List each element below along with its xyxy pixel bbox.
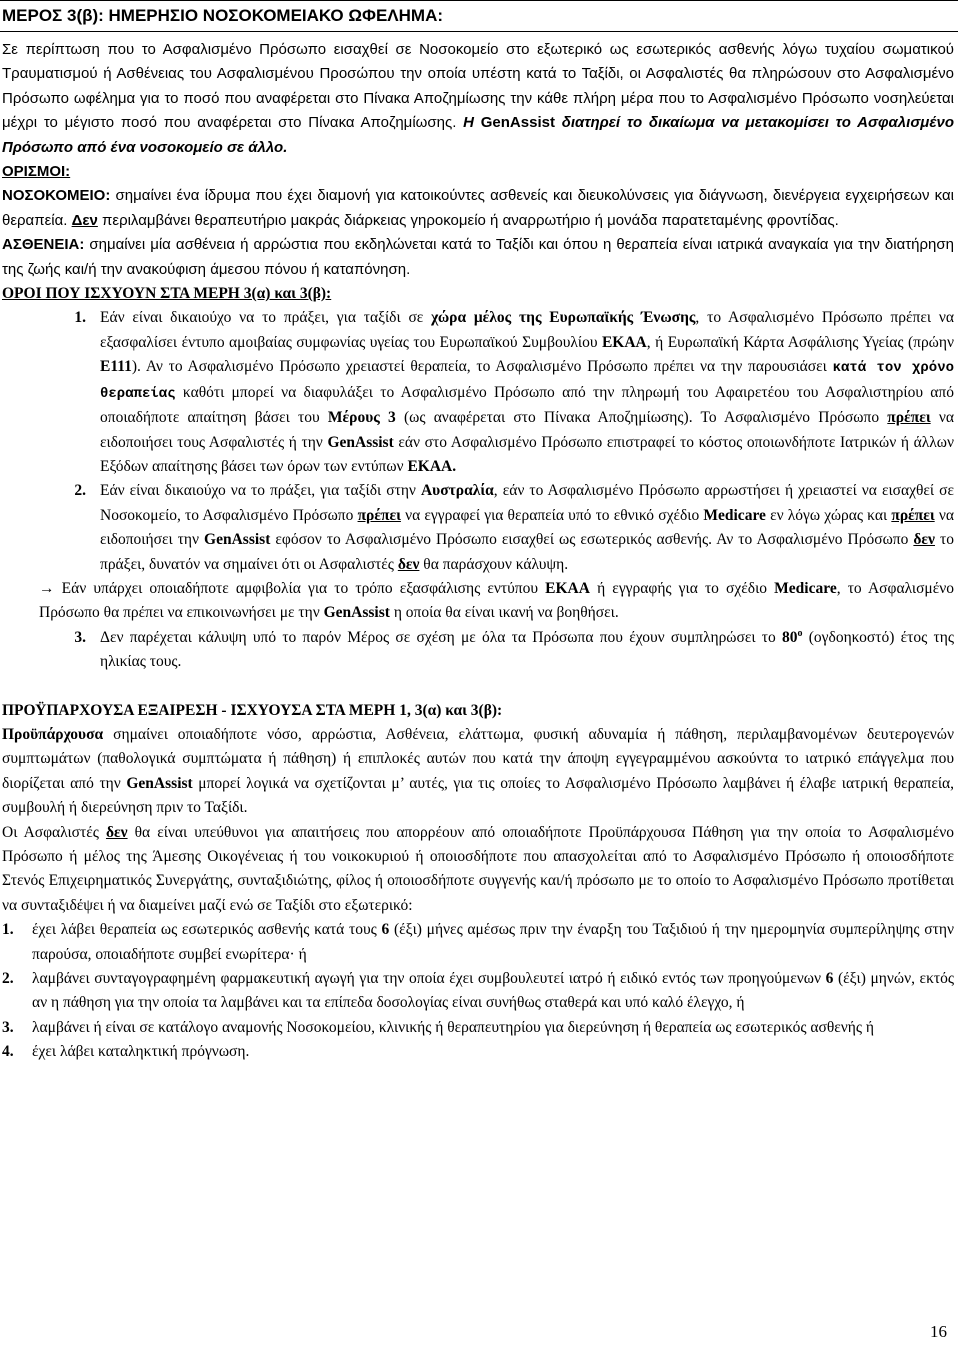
page-header: [0, 0, 958, 32]
definition-hospital: [2, 184, 954, 233]
terms-item-text: Δεν παρέχεται κάλυψη υπό το παρόν Μέρος σε σχέση με όλα τα Πρόσωπα που έχουν συμπληρώσει το $80^o$ (ογδοηκοστό) έτος της ηλικίας τους.: [100, 627, 954, 671]
arrow-note: → Εάν υπάρχει οποιαδήποτε αμφιβολία για το τρόπο εξασφάλισης εντύπου ΕΚΑΑ ή εγγραφής για το σχέδιο Medicare, το Ασφαλισμένο Πρόσωπο θα πρέπει να επικοινωνήσει με την GenAssist η οποία θα είναι ικανή να βοηθήσει.: [39, 579, 954, 622]
list-item: 3. λαμβάνει ή είναι σε κατάλογο αναμονής Νοσοκομείου, κλινικής ή θεραπευτηρίου για διερεύνηση ή θεραπεία ως εσωτερικός ασθενής ή: [2, 1018, 875, 1036]
intro-bold-lead: Η: [463, 114, 481, 132]
hospital-text2: περιλαμβάνει θεραπευτήριο μακράς διάρκειας γηροκομείο ή αναρρωτήριο ή μονάδα παρατεταμένης φροντίδας.: [97, 211, 839, 229]
preexisting-liability: Οι Ασφαλιστές δεν θα είναι υπεύθυνοι για απαιτήσεις που απορρέουν από οποιαδήποτε Προϋπάρχουσα Πάθηση για την οποία το Ασφαλισμένο Πρόσωπο ή μέλος της Άμεσης Οικογένειας ή του νοικοκυριού ή οποιοσδήποτε που απασχολείται από το Ασφαλισμένο Πρόσωπο ή οποιοσδήποτε Στενός Επιχειρηματικός Συνεργάτης, συνταξιδιώτης, φίλος ή οποιοσδήποτε συγγενής και/ή πρόσωπο με το οποίο το Ασφαλισμένο Πρόσωπο προτίθεται να συνταξιδέψει ή να διαμείνει μαζί ενώ σε Ταξίδι στο εξωτερικό:: [2, 823, 954, 914]
definition-illness: [2, 233, 954, 282]
terms-item-3: [2, 626, 954, 675]
page-number: 16: [930, 1322, 947, 1341]
preexisting-heading: ΠΡΟΫΠΑΡΧΟΥΣΑ ΕΞΑΙΡΕΣΗ - ΙΣΧΥΟΥΣΑ ΣΤΑ ΜΕΡΗ 1, 3(α) και 3(β):: [2, 701, 503, 719]
intro-text: Σε περίπτωση που το Ασφαλισμένο Πρόσωπο εισαχθεί σε Νοσοκομείο στο εξωτερικό ως εσωτερικός ασθενής λόγω τυχαίου σωματικού Τραυματισμού ή Ασθένειας του Ασφαλισμένου Προσώπου την οποία υπέστη κατά το Ταξίδι, οι Ασφαλιστές θα πληρώσουν στο Ασφαλισμένο Πρόσωπο ωφέλημα για το ποσό που αναφέρεται στο Πίνακα Αποζημίωσης την κάθε πλήρη μέρα που το Ασφαλισμένο Πρόσωπο νοσηλεύεται μέχρι το μέγιστο ποσό που αναφέρεται στο Πίνακα Αποζημίωσης.: [2, 41, 954, 132]
intro-genassist: GenAssist: [480, 114, 555, 132]
intro-bold-tail: διατηρεί το δικαίωμα να μετακομίσει το Ασφαλισμένο Πρόσωπο από ένα νοσοκομείο σε άλλο.: [2, 114, 954, 156]
hospital-text: σημαίνει ένα ίδρυμα που έχει διαμονή για κατοικούντες ασθενείς και διευκολύνσεις για διάγνωση, διενέργεια εγχειρήσεων και θεραπεία.: [2, 187, 954, 229]
preexisting-list: [2, 918, 954, 1064]
terms-item-number: 2.: [74, 482, 86, 500]
terms-item-text: Εάν είναι δικαιούχο να το πράξει, για ταξίδι σε χώρα μέλος της Ευρωπαϊκής Ένωσης, το Ασφαλισμένο Πρόσωπο πρέπει να εξασφαλίσει έντυπο αμοιβαίας συμφωνίας υγείας του Ευρωπαϊκού Συμβουλίου ΕΚΑΑ, ή Ευρωπαϊκή Κάρτα Ασφάλισης Υγείας (πρώην Ε111). Αν το Ασφαλισμένο Πρόσωπο χρειαστεί θεραπεία, το Ασφαλισμένο Πρόσωπο πρέπει να την παρουσιάσει κατά τον χρόνο θεραπείας καθότι μπορεί να διαφυλάξει το Ασφαλισμένο Πρόσωπο από την πληρωμή του Αφαιρετέου του Ασφαλιστηρίου από οποιαδήποτε απαίτηση βάσει του Μέρους 3 (ως αναφέρεται στο Πίνακα Αποζημίωσης). Το Ασφαλισμένο Πρόσωπο πρέπει να ειδοποιήσει τους Ασφαλιστές ή την GenAssist εάν στο Ασφαλισμένο Πρόσωπο επιστραφεί το κόστος οποιωνδήποτε Ιατρικών ή άλλων Εξόδων απαίτησης βάσει των όρων των εντύπων ΕΚΑΑ.: [100, 309, 954, 475]
hospital-term: ΝΟΣΟΚΟΜΕΙΟ:: [2, 187, 111, 205]
terms-item-number: 3.: [74, 628, 86, 646]
terms-item-1: [2, 306, 954, 479]
document-body: [2, 38, 954, 1065]
illness-term: ΑΣΘΕΝΕΙΑ:: [2, 236, 85, 254]
list-item: 1. έχει λάβει θεραπεία ως εσωτερικός ασθενής κατά τους 6 (έξι) μήνες αμέσως πριν την έναρξη του Ταξιδιού ή την ημερομηνία συμπερίληψης στην παρούσα, οποιαδήποτε συμβεί ενωρίτερα· ή: [2, 921, 954, 963]
terms-heading: ΟΡΟΙ ΠΟΥ ΙΣΧΥΟΥΝ ΣΤΑ ΜΕΡΗ 3(α) και 3(β):: [2, 285, 332, 303]
definitions-heading: ΟΡΙΣΜΟΙ:: [2, 163, 71, 181]
hospital-not: Δεν: [71, 211, 98, 229]
preexisting-definition: Προϋπάρχουσα σημαίνει οποιαδήποτε νόσο, αρρώστια, Ασθένεια, ελάττωμα, φυσική αδυναμία ή πάθηση, περιλαμβανομένων δευτερογενών συμπτωμάτων (παθολογικά συμπτώματα ή πάθηση) ή επιπλοκές αυτών που κατά την άποψη εγγεγραμμένου ασκούντα το ιατρικό επάγγελμα που διορίζεται από την GenAssist μπορεί λογικά να σχετίζονται μ’ αυτές, για τις οποίες το Ασφαλισμένο Πρόσωπο λαμβάνει ή έλαβε ιατρική θεραπεία, συμβουλή ή διερεύνηση πριν το Ταξίδι.: [2, 725, 954, 817]
list-item: 2. λαμβάνει συνταγογραφημένη φαρμακευτική αγωγή για την οποία έχει συμβουλευτεί ιατρό ή ειδικό εντός των προηγούμενων 6 (έξι) μηνών, εκτός αν η πάθηση για την οποία τα λαμβάνει και τα επίπεδα δοσολογίας είναι συνήθως σταθερά και υπό καλό έλεγχο, ή: [2, 970, 954, 1012]
terms-item-number: 1.: [74, 309, 86, 327]
intro-paragraph: [2, 38, 954, 160]
illness-text: σημαίνει μία ασθένεια ή αρρώστια που εκδηλώνεται κατά το Ταξίδι και όπου η θεραπεία είναι ιατρικά αναγκαία για την διατήρηση της ζωής και/ή την ανακούφιση άμεσου πόνου ή καταπόνηση.: [2, 236, 954, 278]
list-item: 4. έχει λάβει καταληκτική πρόγνωση.: [2, 1043, 250, 1061]
terms-item-text: Εάν είναι δικαιούχο να το πράξει, για ταξίδι στην Αυστραλία, εάν το Ασφαλισμένο Πρόσωπο αρρωστήσει ή χρειαστεί να εισαχθεί σε Νοσοκομείο, το Ασφαλισμένο Πρόσωπο πρέπει να εγγραφεί για θεραπεία υπό το εθνικό σχέδιο Medicare εν λόγω χώρας και πρέπει να ειδοποιήσει την GenAssist εφόσον το Ασφαλισμένο Πρόσωπο εισαχθεί ως εσωτερικός ασθενής. Αν το Ασφαλισμένο Πρόσωπο δεν το πράξει, δυνατόν να σημαίνει ότι οι Ασφαλιστές δεν θα παράσχουν κάλυψη.: [100, 482, 954, 573]
terms-item-2: [2, 479, 954, 577]
arrow-icon: →: [39, 579, 55, 597]
page-title: ΜΕΡΟΣ 3(β): ΗΜΕΡΗΣΙΟ ΝΟΣΟΚΟΜΕΙΑΚΟ ΩΦΕΛΗΜΑ:: [2, 6, 444, 25]
